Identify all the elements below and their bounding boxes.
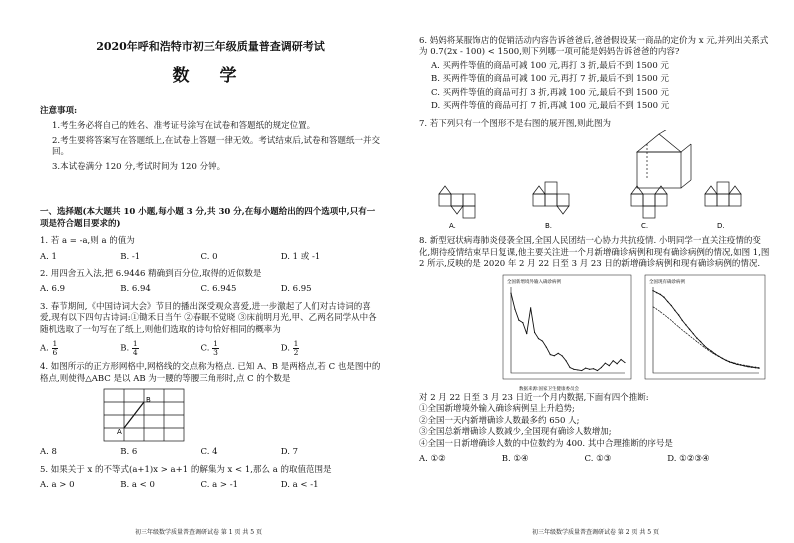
option-label: A. [449, 222, 456, 231]
point-a-label: A [117, 428, 122, 437]
net-b-icon [533, 182, 569, 214]
option: D. 买两件等值的商品可打 7 折,再减 100 元,最后不到 1500 元 [431, 101, 670, 112]
data-point [704, 346, 705, 347]
inference-1: ①全国新增境外输入确诊病例呈上升趋势; [419, 404, 575, 415]
notes-heading: 注意事项: [40, 105, 78, 116]
series-line [511, 293, 625, 370]
option: D. ①②③④ [667, 454, 710, 465]
data-point [700, 344, 701, 345]
data-point [542, 340, 543, 341]
net-a-icon [439, 186, 475, 218]
data-point [558, 352, 559, 353]
option: D. a < -1 [280, 480, 319, 491]
data-point [751, 366, 752, 367]
option: B. a < 0 [120, 480, 155, 491]
right-page [397, 0, 794, 543]
data-point [678, 314, 679, 315]
data-point [689, 335, 690, 336]
net-c-icon [631, 186, 667, 218]
data-point [707, 349, 708, 350]
question-5: 5. 如果关于 x 的不等式(a+1)x > a+1 的解集为 x < 1,那么 a 的取值范围是 [40, 464, 332, 475]
data-point [664, 314, 665, 315]
covid-charts [419, 273, 769, 393]
note-2: 2.考生要将答案写在答题纸上,在试卷上答题一律无效。考试结束后,试卷和答题纸一并交回。 [52, 135, 381, 158]
question-7: 7. 若下列只有一个图形不是右图的展开图,则此图为 [419, 118, 612, 129]
option: D. 7 [280, 447, 299, 458]
option: B. 买两件等值的商品可减 100 元,再打 7 折,最后不到 1500 元 [431, 74, 670, 85]
question-1-options [40, 252, 381, 263]
data-point [581, 370, 582, 371]
option: C. 4 [200, 447, 218, 458]
option: A. $\frac{1}{6}$ [40, 339, 58, 357]
data-point [693, 333, 694, 334]
data-point [703, 345, 704, 346]
data-point [605, 362, 606, 363]
data-point [729, 361, 730, 362]
data-point [685, 332, 686, 333]
data-point [755, 366, 756, 367]
option: B. ①④ [501, 454, 529, 465]
data-point [682, 329, 683, 330]
data-point [585, 367, 586, 368]
data-point [526, 333, 527, 334]
option: B. 6 [120, 447, 138, 458]
page-footer: 初三年级数学质量普查调研试卷 第 1 页 共 5 页 [134, 528, 263, 536]
data-point [711, 352, 712, 353]
option: D. 1 或 -1 [280, 251, 321, 262]
data-point [663, 296, 664, 297]
option: A. 1 [40, 251, 57, 262]
option: C. ①③ [584, 454, 612, 465]
option: D. 6.95 [280, 284, 312, 295]
data-point [726, 359, 727, 360]
question-8: 8. 新型冠状病毒肺炎侵袭全国,全国人民团结一心协力共抗疫情. 小明同学一直关注疫情的变化,期待疫情结束早日复课,他主要关注进一个月新增确诊病例和现有确诊病例的情况,如图 1,图 2 所示,反映的是 2020 年 2 月 22 日至 3 月 23 日的新增确诊病例和现有确诊病例的情况. [419, 236, 770, 270]
question-4: 4. 如图所示的正方形网格中,网格线的交点称为格点. 已知 A、B 是两格点,若 C 也是图中的格点,则使得△ABC 是以 AB 为一腰的等腰三角形时,点 C 的个数是 [40, 362, 381, 384]
option-label: D. [717, 222, 725, 231]
prism-3d-icon [637, 130, 691, 188]
data-point [737, 363, 738, 364]
question-6: 6. 妈妈将某服饰店的促销活动内容告诉爸爸后,爸爸假设某一商品的定价为 x 元,并列出关系式为 0.7(2x - 100) < 1500,则下列哪一项可能是妈妈告诉爸爸的内容? [419, 36, 769, 58]
data-point [696, 341, 697, 342]
data-point [715, 354, 716, 355]
data-point [624, 362, 625, 363]
option: C. 买两件等值的商品可打 3 折,再减 100 元,最后不到 1500 元 [431, 87, 669, 98]
data-point [609, 365, 610, 366]
data-point [700, 341, 701, 342]
data-point [546, 346, 547, 347]
data-point [678, 326, 679, 327]
data-point [667, 301, 668, 302]
option: C. a > -1 [200, 480, 238, 491]
data-point [740, 364, 741, 365]
chart1-title: 全国新增境外输入确诊病例 [507, 279, 561, 285]
data-point [675, 323, 676, 324]
data-point [534, 332, 535, 333]
data-point [514, 308, 515, 309]
data-point [530, 307, 531, 308]
option-label: B. [545, 222, 553, 231]
data-point [660, 293, 661, 294]
data-point [565, 360, 566, 361]
question-4-options [40, 447, 381, 458]
point-b-label: B [146, 396, 151, 405]
prism-figures [419, 130, 769, 230]
option: C. 6.945 [200, 284, 237, 295]
series-line [653, 290, 759, 368]
note-1: 1.考生务必将自己的姓名、准考证号涂写在试卷和答题纸的规定位置。 [52, 121, 316, 132]
data-point [538, 338, 539, 339]
chart-axis [511, 287, 625, 373]
data-point [577, 369, 578, 370]
option: C. $\frac{1}{3}$ [200, 339, 218, 357]
data-point [589, 368, 590, 369]
option: D. $\frac{1}{2}$ [280, 339, 299, 357]
option: B. -1 [120, 251, 141, 262]
note-3: 3.本试卷满分 120 分,考试时间为 120 分钟。 [52, 161, 226, 172]
data-point [696, 337, 697, 338]
data-point [722, 358, 723, 359]
question-8-stem: 对 2 月 22 日至 3 月 23 日近一个月内数据,下面有四个推断: [419, 392, 649, 403]
exam-title: 2020年呼和浩特市初三年级质量普查调研考试 [96, 40, 325, 53]
data-point [744, 365, 745, 366]
data-point [759, 367, 760, 368]
data-point [593, 368, 594, 369]
chart-axis [653, 287, 759, 373]
data-point [573, 368, 574, 369]
data-point [685, 324, 686, 325]
section-1-heading: 一、选择题(本大题共 10 小题,每小题 3 分,共 30 分,在每小题给出的四个选项中,只有一项是符合题目要求的) [40, 207, 376, 229]
data-point [689, 328, 690, 329]
series-line [653, 307, 759, 368]
data-point [617, 363, 618, 364]
data-point [554, 355, 555, 356]
option-label: C. [641, 222, 649, 231]
question-5-options [40, 480, 381, 491]
data-point [597, 370, 598, 371]
question-2: 2. 用四舍五入法,把 6.9446 精确到百分位,取得的近似数是 [40, 269, 262, 279]
option: B. 6.94 [120, 284, 151, 295]
question-1: 1. 若 a = -a,则 a 的值为 [40, 236, 135, 247]
data-point [667, 317, 668, 318]
option: A. 买两件等值的商品可减 100 元,再打 3 折,最后不到 1500 元 [431, 60, 669, 71]
data-point [674, 309, 675, 310]
data-point [653, 306, 654, 307]
data-point [660, 311, 661, 312]
data-point [707, 348, 708, 349]
data-point [733, 362, 734, 363]
net-d-icon [705, 182, 741, 206]
data-point [652, 290, 653, 291]
inference-3: ③全国总新增确诊人数减少,全国现有确诊人数增加; [419, 427, 612, 438]
data-point [569, 367, 570, 368]
data-point [718, 356, 719, 357]
inference-2: ②全国一天内新增确诊人数最多约 650 人; [419, 415, 580, 426]
data-point [671, 305, 672, 306]
option: C. 0 [200, 251, 218, 262]
data-point [613, 360, 614, 361]
data-point [518, 319, 519, 320]
data-point [671, 320, 672, 321]
option: A. a > 0 [40, 480, 75, 491]
option: A. ①② [419, 454, 446, 465]
data-point [682, 319, 683, 320]
chart2-title: 全国现有确诊病例 [649, 279, 685, 285]
chart-caption: 数据来源:国家卫生健康委员会 [519, 386, 580, 392]
question-2-options [40, 284, 381, 295]
data-point [550, 354, 551, 355]
grid-figure [100, 387, 200, 443]
data-point [748, 365, 749, 366]
question-8-options [419, 454, 770, 465]
data-point [656, 292, 657, 293]
data-point [562, 355, 563, 356]
option: B. $\frac{1}{4}$ [120, 339, 138, 357]
data-point [522, 322, 523, 323]
data-point [656, 308, 657, 309]
page-footer: 初三年级数学质量普查调研试卷 第 2 页 共 5 页 [531, 528, 660, 536]
data-point [620, 359, 621, 360]
option: A. 6.9 [40, 284, 66, 295]
question-3-options [40, 340, 381, 356]
option: A. 8 [40, 447, 57, 458]
question-3: 3. 春节期间,《中国诗词大会》节目的播出深受观众喜爱,进一步激起了人们对古诗词的喜爱,现有以下四句古诗词:①锄禾日当午 ②春眠不觉晓 ③床前明月光,甲、乙两名同学从中各随机选取了一句写在了纸上,则他们选取的诗句恰好相同的概率为 [40, 301, 377, 335]
data-point [601, 367, 602, 368]
inference-4: ④全国一日新增确诊人数的中位数约为 400. 其中合理推断的序号是 [419, 438, 673, 449]
data-point [510, 292, 511, 293]
subject-title: 数 学 [172, 65, 249, 86]
data-point [693, 338, 694, 339]
